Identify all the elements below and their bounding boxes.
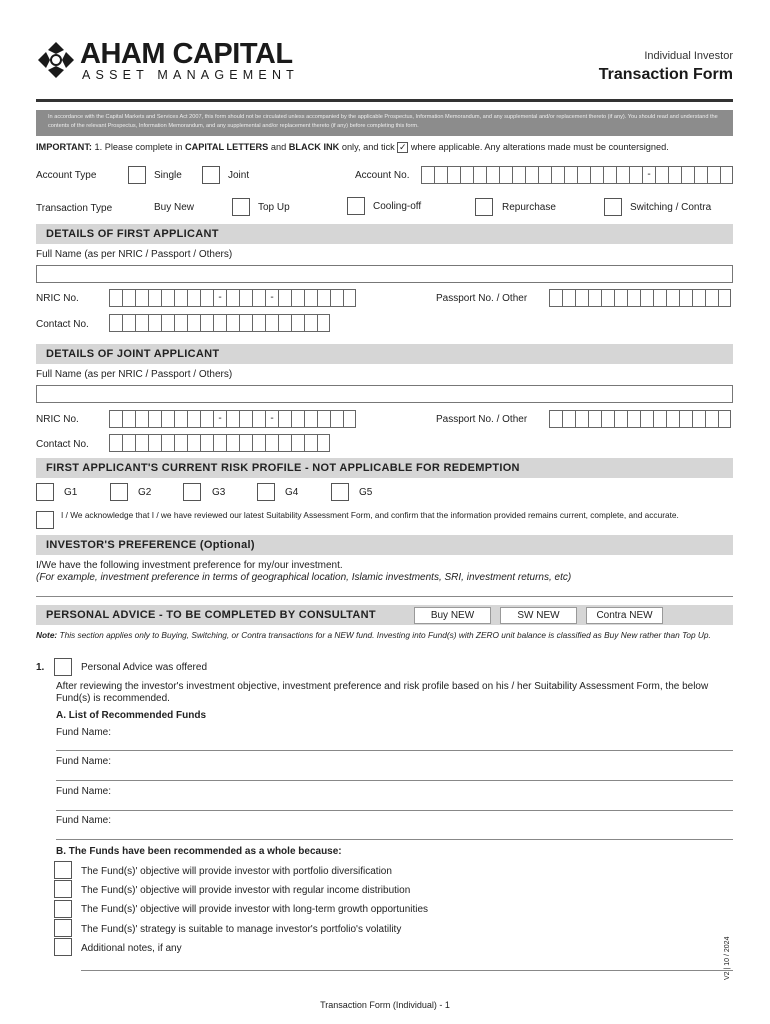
fund-name-line-3[interactable] — [56, 810, 733, 811]
joint-nric-dash-2: - — [265, 410, 278, 428]
account-dash: - — [642, 166, 655, 184]
joint-passport-label: Passport No. / Other — [436, 414, 528, 425]
advice-heading: PERSONAL ADVICE - TO BE COMPLETED BY CONSULTANT — [36, 605, 410, 625]
preference-line-1: I/We have the following investment preference for my/our investment. — [36, 560, 343, 571]
joint-nric-dash-1: - — [213, 410, 226, 428]
g3-checkbox[interactable] — [183, 483, 201, 501]
joint-contact-label: Contact No. — [36, 439, 89, 450]
fund-name-label-3: Fund Name: — [56, 786, 112, 797]
preference-heading: INVESTOR'S PREFERENCE (Optional) — [36, 535, 733, 555]
g1-label: G1 — [64, 487, 78, 498]
fund-name-line-1[interactable] — [56, 750, 733, 751]
first-nric-label: NRIC No. — [36, 293, 79, 304]
first-contact-cells[interactable] — [109, 314, 330, 332]
tick-icon: ✓ — [399, 142, 407, 152]
reason-label-2: The Fund(s)' objective will provide investor with regular income distribution — [81, 885, 411, 896]
buy-new-tag[interactable]: Buy NEW — [414, 607, 491, 624]
first-nric-cells[interactable] — [109, 289, 356, 307]
first-passport-cells[interactable] — [549, 289, 731, 307]
joint-full-name-field[interactable] — [36, 385, 733, 403]
brand-sub: ASSET MANAGEMENT — [82, 68, 300, 82]
joint-nric-label: NRIC No. — [36, 414, 79, 425]
g3-label: G3 — [212, 487, 226, 498]
reason-checkbox-1[interactable] — [54, 861, 72, 879]
joint-checkbox[interactable] — [202, 166, 220, 184]
fund-name-label-1: Fund Name: — [56, 727, 112, 738]
reason-checkbox-2[interactable] — [54, 880, 72, 898]
switching-checkbox[interactable] — [604, 198, 622, 216]
account-type-label: Account Type — [36, 170, 97, 181]
logo — [36, 40, 76, 80]
fund-name-label-2: Fund Name: — [56, 756, 112, 767]
acknowledge-checkbox[interactable] — [36, 511, 54, 529]
g1-checkbox[interactable] — [36, 483, 54, 501]
joint-nric-cells[interactable] — [109, 410, 356, 428]
reason-label-3: The Fund(s)' objective will provide investor with long-term growth opportunities — [81, 904, 429, 915]
reason-checkbox-3[interactable] — [54, 900, 72, 918]
joint-contact-cells[interactable] — [109, 434, 330, 452]
important-and: and — [268, 142, 289, 152]
fund-name-label-4: Fund Name: — [56, 815, 112, 826]
reason-checkbox-5[interactable] — [54, 938, 72, 956]
transaction-type-label: Transaction Type — [36, 203, 113, 214]
account-number-label: Account No. — [355, 170, 410, 181]
reason-label-1: The Fund(s)' objective will provide investor with portfolio diversification — [81, 866, 392, 877]
repurchase-checkbox[interactable] — [475, 198, 493, 216]
g5-label: G5 — [359, 487, 373, 498]
brand-main: AHAM CAPITAL — [80, 38, 293, 70]
reasons-heading: B. The Funds have been recommended as a whole because: — [56, 846, 342, 857]
reason-label-5: Additional notes, if any — [81, 943, 182, 954]
first-full-name-field[interactable] — [36, 265, 733, 283]
joint-passport-cells[interactable] — [549, 410, 731, 428]
fund-name-line-2[interactable] — [56, 780, 733, 781]
joint-full-name-label: Full Name (as per NRIC / Passport / Others) — [36, 369, 233, 380]
important-text-2: only, and tick — [339, 142, 398, 152]
g2-checkbox[interactable] — [110, 483, 128, 501]
important-text: 1. Please complete in — [94, 142, 185, 152]
preference-rule — [36, 596, 733, 597]
joint-applicant-heading: DETAILS OF JOINT APPLICANT — [36, 344, 733, 364]
buy-new-label: Buy New — [154, 202, 195, 213]
advice-after-text: After reviewing the investor's investment objective, investment preference and risk profile based on his / her Suitability Assessment Form, the below Fund(s) is recommended. — [56, 681, 709, 704]
g5-checkbox[interactable] — [331, 483, 349, 501]
acknowledge-text: I / We acknowledge that I / we have reviewed our latest Suitability Assessment Form, and confirm that the information provided remains current, complete, and accurate. — [61, 510, 679, 520]
advice-offered-label: Personal Advice was offered — [81, 662, 208, 673]
reason-label-4: The Fund(s)' strategy is suitable to manage investor's portfolio's volatility — [81, 924, 402, 935]
preference-line-2: (For example, investment preference in terms of geographical location, Islamic investments, SRI, investment returns, etc) — [36, 572, 572, 583]
first-applicant-heading: DETAILS OF FIRST APPLICANT — [36, 224, 733, 244]
single-checkbox[interactable] — [128, 166, 146, 184]
contra-new-tag[interactable]: Contra NEW — [586, 607, 663, 624]
repurchase-label: Repurchase — [502, 202, 556, 213]
advice-offered-checkbox[interactable] — [54, 658, 72, 676]
advice-note — [36, 630, 733, 641]
disclaimer-text: In accordance with the Capital Markets and Services Act 2007, this form should not be circulated unless accompanied by the applicable Prospectus, Information Memorandum, and any supplemental and/or replacement thereto (if any). You should read and understand the contents of the relevant Prospectus, Information Memorandum, and any supplemental and/or replacement thereto (if any) before completing this form. — [48, 114, 718, 129]
first-passport-label: Passport No. / Other — [436, 293, 528, 304]
cooling-off-checkbox[interactable] — [347, 197, 365, 215]
version-label: V2 | 10 / 2024 — [724, 936, 731, 980]
important-line — [36, 142, 669, 153]
important-label: IMPORTANT: — [36, 142, 92, 152]
single-label: Single — [154, 170, 182, 181]
logo-icon — [36, 40, 76, 80]
g2-label: G2 — [138, 487, 152, 498]
g4-label: G4 — [285, 487, 299, 498]
first-full-name-label: Full Name (as per NRIC / Passport / Others) — [36, 249, 233, 260]
joint-label: Joint — [228, 170, 250, 181]
first-nric-dash-1: - — [213, 289, 226, 307]
fund-name-line-4[interactable] — [56, 839, 733, 840]
fund-list-heading: A. List of Recommended Funds — [56, 710, 207, 721]
form-subtitle: Individual Investor — [644, 50, 733, 62]
advice-note-label: Note: — [36, 630, 58, 640]
risk-profile-heading: FIRST APPLICANT'S CURRENT RISK PROFILE - NOT APPLICABLE FOR REDEMPTION — [36, 458, 733, 478]
sw-new-tag[interactable]: SW NEW — [500, 607, 577, 624]
important-text-3: where applicable. Any alterations made must be countersigned. — [408, 142, 669, 152]
account-number-cells[interactable] — [421, 166, 733, 184]
reason-checkbox-4[interactable] — [54, 919, 72, 937]
important-caps: CAPITAL LETTERS — [184, 142, 269, 152]
advice-note-text: This section applies only to Buying, Switching, or Contra transactions for a NEW fund. Investing into Fund(s) with ZERO unit balance is classified as Buy New rather than Top Up. — [57, 630, 711, 640]
disclaimer-banner — [36, 110, 733, 136]
page-footer: Transaction Form (Individual) - 1 — [320, 1000, 450, 1010]
top-up-label: Top Up — [258, 202, 290, 213]
form-title: Transaction Form — [598, 66, 733, 83]
g4-checkbox[interactable] — [257, 483, 275, 501]
switching-label: Switching / Contra — [630, 202, 712, 213]
first-nric-dash-2: - — [265, 289, 278, 307]
important-ink: BLACK INK — [288, 142, 340, 152]
advice-item-number: 1. — [36, 662, 45, 673]
cooling-off-label: Cooling-off — [373, 201, 422, 212]
header-rule — [36, 99, 733, 102]
first-contact-label: Contact No. — [36, 319, 89, 330]
top-up-checkbox[interactable] — [232, 198, 250, 216]
additional-notes-line[interactable] — [81, 970, 733, 971]
